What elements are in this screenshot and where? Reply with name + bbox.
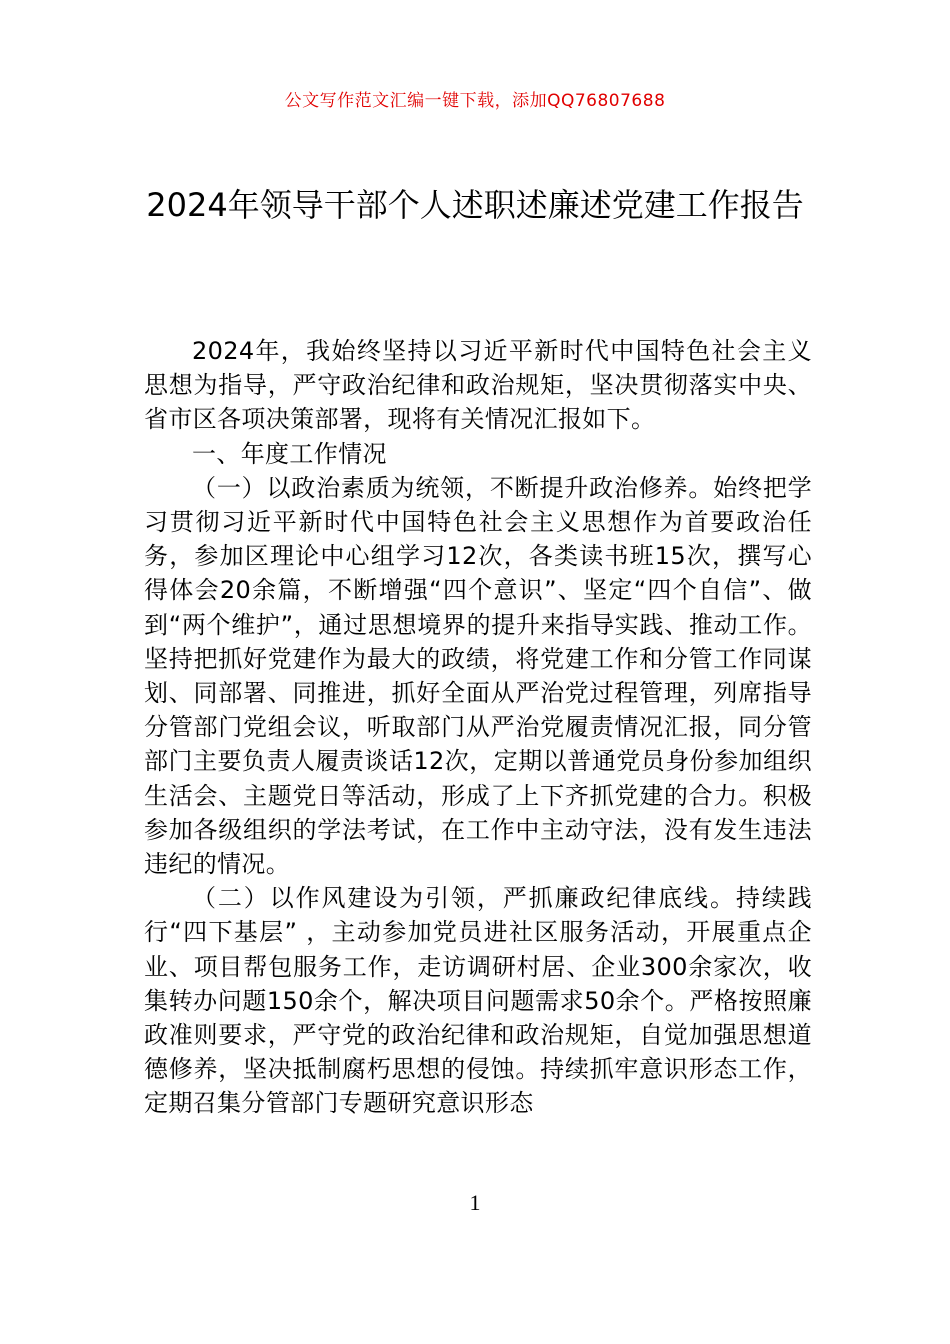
document-body [144,334,812,1121]
section-heading: 一、年度工作情况 [192,439,387,468]
paragraph-style: （二）以作风建设为引领，严抓廉政纪律底线。持续践行“四下基层” ，主动参加党员进社区服务活动，开展重点企业、项目帮包服务工作，走访调研村居、企业300余家次，收集转办问题150余个，解决项目问题需求50余个。严格按照廉政准则要求，严守党的政治纪律和政治规矩，自觉加强思想道德修养，坚决抵制腐朽思想的侵蚀。持续抓牢意识形态工作，定期召集分管部门专题研究意识形态 [144,884,812,1118]
paragraph-political: （一）以政治素质为统领，不断提升政治修养。始终把学习贯彻习近平新时代中国特色社会主义思想作为首要政治任务，参加区理论中心组学习12次，各类读书班15次，撰写心得体会20余篇，不断增强“四个意识”、坚定“四个自信”、做到“两个维护”，通过思想境界的提升来指导实践、推动工作。坚持把抓好党建作为最大的政绩，将党建工作和分管工作同谋划、同部署、同推进，抓好全面从严治党过程管理，列席指导分管部门党组会议，听取部门从严治党履责情况汇报，同分管部门主要负责人履责谈话12次，定期以普通党员身份参加组织生活会、主题党日等活动，形成了上下齐抓党建的合力。积极参加各级组织的学法考试，在工作中主动守法，没有发生违法违纪的情况。 [144,473,812,879]
paragraph-intro: 2024年，我始终坚持以习近平新时代中国特色社会主义思想为指导，严守政治纪律和政治规矩，坚决贯彻落实中央、省市区各项决策部署，现将有关情况汇报如下。 [144,337,812,434]
header-note: 公文写作范文汇编一键下载，添加QQ76807688 [284,91,666,111]
document-title: 2024年领导干部个人述职述廉述党建工作报告 [146,186,804,224]
page-number: 1 [469,1190,481,1215]
